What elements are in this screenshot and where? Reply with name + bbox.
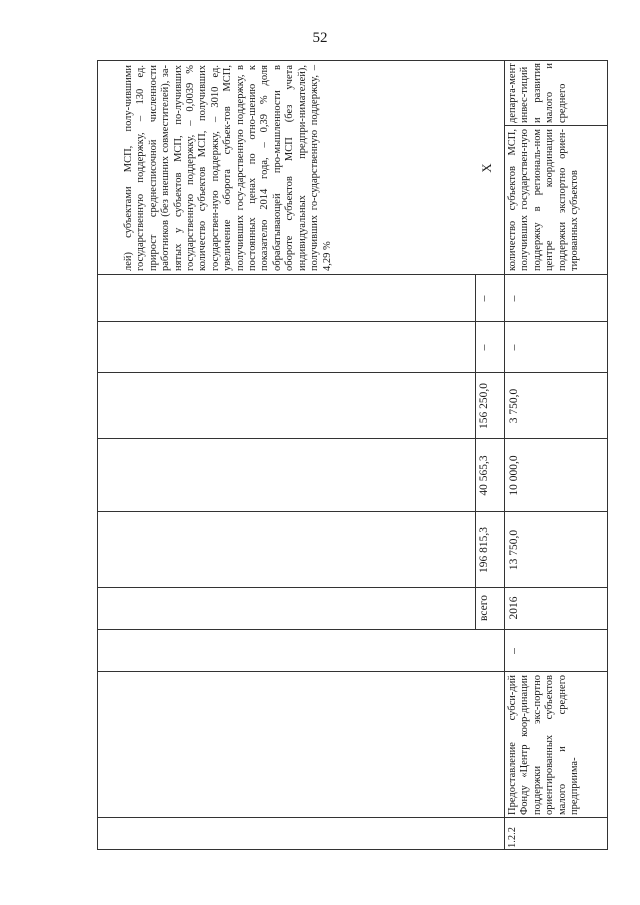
total-regional: 156 250,0 [478,383,490,429]
col-line-responsible [504,125,607,126]
table-row-separator [504,60,505,850]
row-year: 2016 [508,596,520,620]
row-other: – [508,295,520,302]
indicators-text: лей) субъектами МСП, полу-чившими государственную поддержку, – 130 ед. прирост среднесписочной численности работников (без внешних совместителей), за-нятых у субъектов МСП, по-лучивших государственную поддержку, – 0,0039 % количество субъектов МСП, получивших государствен-ную поддержку, – 3010 ед. увеличение оборота субъек-тов МСП, получивших госу-дарственную поддержку, в постоянных ценах по отно-шению к показателю 2014 года, – 0,39 % доля обрабатывающей про-мышленности в обороте субъектов МСП (без учета индивидуальных предпри-нимателей), получивших го-сударственную поддержку, – 4,29 % [123,65,333,271]
total-other: – [478,295,490,302]
col-line-reg [97,372,607,373]
col-line-year [97,587,607,588]
total-label: всего [478,595,490,621]
col-line-total [97,511,607,512]
x-mark: X [479,163,494,173]
col-line-mun [97,321,607,322]
row-regional: 3 750,0 [508,388,520,424]
col-line-other [97,274,607,275]
row-sum: 13 750,0 [508,529,520,571]
col-line-number [97,817,607,818]
col-line-dash [97,629,607,630]
row-dash: – [508,648,520,654]
col-line-fed [97,438,607,439]
row-name: Предоставление субси-дий Фонду «Центр коор-динации поддержки экс-портно ориентированных субъектов малого и среднего предприима- [507,675,581,815]
rotated-table [97,60,607,850]
table-left-border [97,849,607,850]
page-number: 52 [312,30,328,46]
total-federal: 40 565,3 [478,455,490,496]
col-line-name [97,671,607,672]
row-federal: 10 000,0 [508,455,520,496]
table-bottom-border [607,60,608,850]
total-sum: 196 815,3 [478,527,490,573]
total-municipal: – [478,344,490,351]
row-responsible: департа-мент инвес-тиций и развития малого и среднего [507,63,568,123]
table-right-border [97,60,607,61]
row-number: 1.2.2 [507,827,518,848]
table-top-border [97,60,98,850]
row-indicator: количество субъектов МСП, получивших государствен-ную поддержку в региональ-ном центре координации поддержки экспортно ориен-тированных субъектов [507,129,581,271]
table-inner-line [475,275,476,630]
row-municipal: – [508,344,520,351]
